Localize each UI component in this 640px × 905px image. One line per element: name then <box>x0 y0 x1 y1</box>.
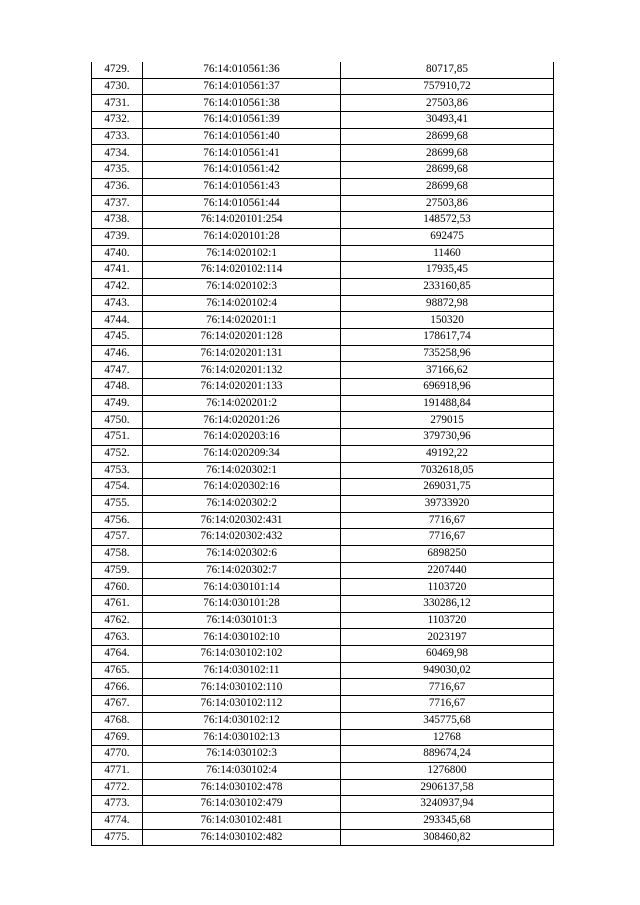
row-number-cell: 4751. <box>92 429 143 446</box>
cadastral-number-cell: 76:14:030102:478 <box>143 779 341 796</box>
cadastral-number-cell: 76:14:030102:479 <box>143 796 341 813</box>
table-row <box>92 746 554 763</box>
cadastral-number-cell: 76:14:030102:12 <box>143 712 341 729</box>
cadastral-value-cell: 949030,02 <box>341 662 554 679</box>
row-number-cell: 4760. <box>92 579 143 596</box>
cadastral-number-cell: 76:14:030101:28 <box>143 596 341 613</box>
cadastral-value-cell: 148572,53 <box>341 212 554 229</box>
table-row <box>92 429 554 446</box>
cadastral-number-cell: 76:14:020201:128 <box>143 329 341 346</box>
row-number-cell: 4768. <box>92 712 143 729</box>
table-row <box>92 245 554 262</box>
row-number-cell: 4748. <box>92 379 143 396</box>
table-row <box>92 462 554 479</box>
cadastral-value-cell: 12768 <box>341 729 554 746</box>
cadastral-number-cell: 76:14:020302:2 <box>143 495 341 512</box>
cadastral-value-cell: 1276800 <box>341 762 554 779</box>
row-number-cell: 4729. <box>92 62 143 78</box>
table-row <box>92 395 554 412</box>
table-row <box>92 379 554 396</box>
row-number-cell: 4761. <box>92 596 143 613</box>
row-number-cell: 4746. <box>92 345 143 362</box>
cadastral-value-cell: 7716,67 <box>341 679 554 696</box>
cadastral-value-cell: 49192,22 <box>341 445 554 462</box>
row-number-cell: 4730. <box>92 78 143 95</box>
table-row <box>92 178 554 195</box>
table-row <box>92 696 554 713</box>
cadastral-value-cell: 30493,41 <box>341 112 554 129</box>
table-row <box>92 762 554 779</box>
cadastral-number-cell: 76:14:020102:3 <box>143 278 341 295</box>
table-row <box>92 712 554 729</box>
table-row <box>92 512 554 529</box>
cadastral-number-cell: 76:14:030102:4 <box>143 762 341 779</box>
cadastral-value-cell: 11460 <box>341 245 554 262</box>
row-number-cell: 4734. <box>92 145 143 162</box>
cadastral-value-cell: 178617,74 <box>341 329 554 346</box>
table-row <box>92 729 554 746</box>
cadastral-value-cell: 1103720 <box>341 612 554 629</box>
cadastral-value-cell: 98872,98 <box>341 295 554 312</box>
cadastral-value-cell: 60469,98 <box>341 646 554 663</box>
table-row <box>92 329 554 346</box>
cadastral-number-cell: 76:14:010561:36 <box>143 62 341 78</box>
cadastral-value-cell: 7032618,05 <box>341 462 554 479</box>
row-number-cell: 4755. <box>92 495 143 512</box>
cadastral-value-cell: 379730,96 <box>341 429 554 446</box>
table-row <box>92 78 554 95</box>
cadastral-value-cell: 28699,68 <box>341 145 554 162</box>
row-number-cell: 4758. <box>92 545 143 562</box>
cadastral-value-cell: 28699,68 <box>341 162 554 179</box>
cadastral-value-cell: 7716,67 <box>341 512 554 529</box>
row-number-cell: 4749. <box>92 395 143 412</box>
cadastral-value-cell: 27503,86 <box>341 195 554 212</box>
table-row <box>92 579 554 596</box>
cadastral-number-cell: 76:14:020302:1 <box>143 462 341 479</box>
table-row <box>92 662 554 679</box>
cadastral-number-cell: 76:14:030102:112 <box>143 696 341 713</box>
cadastral-value-cell: 757910,72 <box>341 78 554 95</box>
cadastral-value-cell: 735258,96 <box>341 345 554 362</box>
row-number-cell: 4744. <box>92 312 143 329</box>
table-row <box>92 545 554 562</box>
table-row <box>92 195 554 212</box>
cadastral-number-cell: 76:14:020302:16 <box>143 479 341 496</box>
row-number-cell: 4770. <box>92 746 143 763</box>
cadastral-number-cell: 76:14:020201:1 <box>143 312 341 329</box>
cadastral-value-cell: 17935,45 <box>341 262 554 279</box>
cadastral-value-cell: 28699,68 <box>341 128 554 145</box>
cadastral-number-cell: 76:14:020102:1 <box>143 245 341 262</box>
cadastral-number-cell: 76:14:020201:133 <box>143 379 341 396</box>
cadastral-value-cell: 2207440 <box>341 562 554 579</box>
table-row <box>92 112 554 129</box>
row-number-cell: 4735. <box>92 162 143 179</box>
row-number-cell: 4731. <box>92 95 143 112</box>
table-row <box>92 278 554 295</box>
cadastral-number-cell: 76:14:020302:6 <box>143 545 341 562</box>
cadastral-value-cell: 279015 <box>341 412 554 429</box>
cadastral-number-cell: 76:14:030102:481 <box>143 812 341 829</box>
row-number-cell: 4750. <box>92 412 143 429</box>
cadastral-value-cell: 696918,96 <box>341 379 554 396</box>
cadastral-value-cell: 37166,62 <box>341 362 554 379</box>
cadastral-number-cell: 76:14:020302:431 <box>143 512 341 529</box>
row-number-cell: 4767. <box>92 696 143 713</box>
row-number-cell: 4756. <box>92 512 143 529</box>
cadastral-number-cell: 76:14:010561:39 <box>143 112 341 129</box>
cadastral-value-cell: 7716,67 <box>341 529 554 546</box>
row-number-cell: 4742. <box>92 278 143 295</box>
row-number-cell: 4759. <box>92 562 143 579</box>
row-number-cell: 4733. <box>92 128 143 145</box>
row-number-cell: 4772. <box>92 779 143 796</box>
cadastral-number-cell: 76:14:020201:131 <box>143 345 341 362</box>
table-row <box>92 796 554 813</box>
cadastral-number-cell: 76:14:020203:16 <box>143 429 341 446</box>
table-row <box>92 562 554 579</box>
row-number-cell: 4745. <box>92 329 143 346</box>
row-number-cell: 4757. <box>92 529 143 546</box>
cadastral-value-cell: 150320 <box>341 312 554 329</box>
cadastral-number-cell: 76:14:010561:42 <box>143 162 341 179</box>
cadastral-number-cell: 76:14:030102:10 <box>143 629 341 646</box>
cadastral-value-cell: 3240937,94 <box>341 796 554 813</box>
table-row <box>92 262 554 279</box>
cadastral-number-cell: 76:14:020102:114 <box>143 262 341 279</box>
cadastral-number-cell: 76:14:030101:3 <box>143 612 341 629</box>
cadastral-value-cell: 6898250 <box>341 545 554 562</box>
cadastral-number-cell: 76:14:020201:2 <box>143 395 341 412</box>
cadastral-value-cell: 345775,68 <box>341 712 554 729</box>
table-row <box>92 362 554 379</box>
table-body <box>92 62 554 846</box>
table-row <box>92 212 554 229</box>
row-number-cell: 4752. <box>92 445 143 462</box>
table-row <box>92 495 554 512</box>
row-number-cell: 4741. <box>92 262 143 279</box>
row-number-cell: 4754. <box>92 479 143 496</box>
cadastral-number-cell: 76:14:020201:26 <box>143 412 341 429</box>
table-row <box>92 228 554 245</box>
cadastral-number-cell: 76:14:020209:34 <box>143 445 341 462</box>
cadastral-number-cell: 76:14:010561:38 <box>143 95 341 112</box>
row-number-cell: 4775. <box>92 829 143 846</box>
row-number-cell: 4747. <box>92 362 143 379</box>
row-number-cell: 4732. <box>92 112 143 129</box>
cadastral-value-cell: 330286,12 <box>341 596 554 613</box>
table-row <box>92 529 554 546</box>
cadastral-value-cell: 191488,84 <box>341 395 554 412</box>
cadastral-number-cell: 76:14:020102:4 <box>143 295 341 312</box>
row-number-cell: 4743. <box>92 295 143 312</box>
cadastral-number-cell: 76:14:010561:40 <box>143 128 341 145</box>
cadastral-number-cell: 76:14:030102:3 <box>143 746 341 763</box>
cadastral-number-cell: 76:14:030101:14 <box>143 579 341 596</box>
cadastral-value-cell: 2023197 <box>341 629 554 646</box>
table-row <box>92 128 554 145</box>
cadastral-value-cell: 293345,68 <box>341 812 554 829</box>
cadastral-number-cell: 76:14:030102:11 <box>143 662 341 679</box>
table-row <box>92 162 554 179</box>
cadastral-number-cell: 76:14:020302:7 <box>143 562 341 579</box>
cadastral-value-cell: 39733920 <box>341 495 554 512</box>
row-number-cell: 4736. <box>92 178 143 195</box>
row-number-cell: 4764. <box>92 646 143 663</box>
row-number-cell: 4774. <box>92 812 143 829</box>
table-row <box>92 345 554 362</box>
row-number-cell: 4738. <box>92 212 143 229</box>
row-number-cell: 4766. <box>92 679 143 696</box>
cadastral-number-cell: 76:14:030102:102 <box>143 646 341 663</box>
cadastral-value-cell: 80717,85 <box>341 62 554 78</box>
cadastral-number-cell: 76:14:020302:432 <box>143 529 341 546</box>
table-row <box>92 812 554 829</box>
table-row <box>92 596 554 613</box>
cadastral-value-cell: 308460,82 <box>341 829 554 846</box>
table-row <box>92 145 554 162</box>
table-row <box>92 412 554 429</box>
table-row <box>92 479 554 496</box>
cadastral-number-cell: 76:14:030102:482 <box>143 829 341 846</box>
cadastral-number-cell: 76:14:020101:254 <box>143 212 341 229</box>
cadastral-value-cell: 269031,75 <box>341 479 554 496</box>
row-number-cell: 4765. <box>92 662 143 679</box>
cadastral-number-cell: 76:14:010561:41 <box>143 145 341 162</box>
row-number-cell: 4753. <box>92 462 143 479</box>
table-row <box>92 612 554 629</box>
cadastral-value-cell: 692475 <box>341 228 554 245</box>
table-row <box>92 629 554 646</box>
cadastral-value-cell: 889674,24 <box>341 746 554 763</box>
cadastral-value-cell: 233160,85 <box>341 278 554 295</box>
cadastral-number-cell: 76:14:010561:37 <box>143 78 341 95</box>
table-row <box>92 295 554 312</box>
cadastral-number-cell: 76:14:030102:110 <box>143 679 341 696</box>
row-number-cell: 4737. <box>92 195 143 212</box>
cadastral-number-cell: 76:14:010561:43 <box>143 178 341 195</box>
table-row <box>92 95 554 112</box>
cadastral-value-cell: 7716,67 <box>341 696 554 713</box>
table-row <box>92 779 554 796</box>
table-row <box>92 679 554 696</box>
row-number-cell: 4771. <box>92 762 143 779</box>
cadastral-number-cell: 76:14:020201:132 <box>143 362 341 379</box>
table-row <box>92 62 554 78</box>
cadastral-value-cell: 27503,86 <box>341 95 554 112</box>
row-number-cell: 4740. <box>92 245 143 262</box>
table-row <box>92 312 554 329</box>
cadastral-value-cell: 1103720 <box>341 579 554 596</box>
row-number-cell: 4763. <box>92 629 143 646</box>
row-number-cell: 4739. <box>92 228 143 245</box>
cadastral-value-cell: 28699,68 <box>341 178 554 195</box>
row-number-cell: 4769. <box>92 729 143 746</box>
cadastral-number-cell: 76:14:020101:28 <box>143 228 341 245</box>
row-number-cell: 4762. <box>92 612 143 629</box>
table-row <box>92 829 554 846</box>
cadastral-value-table <box>91 62 554 846</box>
table-row <box>92 646 554 663</box>
table-row <box>92 445 554 462</box>
cadastral-number-cell: 76:14:030102:13 <box>143 729 341 746</box>
row-number-cell: 4773. <box>92 796 143 813</box>
cadastral-number-cell: 76:14:010561:44 <box>143 195 341 212</box>
cadastral-value-cell: 2906137,58 <box>341 779 554 796</box>
